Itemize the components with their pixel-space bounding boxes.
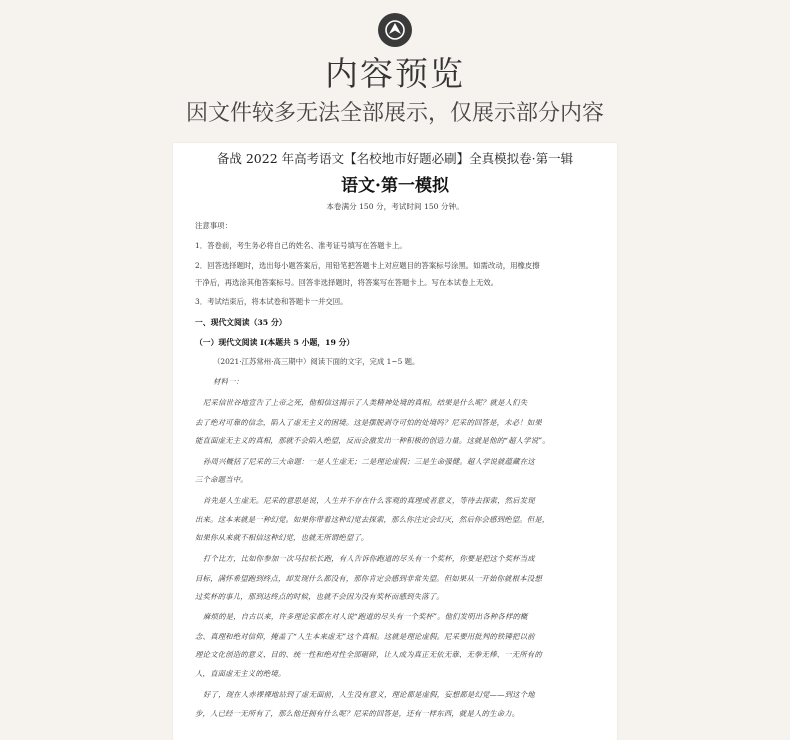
doc-line: 好了，现在人赤裸裸地站到了虚无面前，人生没有意义，理论都是虚假，妄想都是幻觉——到这个地 <box>203 690 535 699</box>
doc-line: 如果你从来就不相信这种幻觉，也就无所谓绝望了。 <box>195 533 369 542</box>
document-preview <box>173 143 617 740</box>
doc-line: 麻烦的是，自古以来，许多理论家都在对人说“跑道的尽头有一个奖杯”。他们发明出各种各样的概 <box>203 612 528 621</box>
doc-line: 打个比方，比如你参加一次马拉松长跑，有人告诉你跑道的尽头有一个奖杯，你要是把这个奖杯当成 <box>203 554 535 563</box>
doc-line: 过奖杯的事儿，那到达终点的时候，也就不会因为没有奖杯而感到失落了。 <box>195 592 444 601</box>
doc-line: 去了绝对可靠的信念，陷入了虚无主义的困境。这是摆脱剥夺可怕的处境吗？尼采的回答是，未必！如果 <box>195 418 542 427</box>
doc-line: 目标，满怀希望跑到终点，却发现什么都没有，那你肯定会感到非常失望。但如果从一开始你就根本没想 <box>195 574 542 583</box>
doc-line: 2．回答选择题时，选出每小题答案后，用铅笔把答题卡上对应题目的答案标号涂黑。如需改动，用橡皮擦 <box>195 261 540 270</box>
doc-line: 材料一： <box>213 377 244 386</box>
doc-line: 能直面虚无主义的真相，那就不会陷入绝望，反而会激发出一种积极的创造力量。这就是他的“超人学说”。 <box>195 436 550 445</box>
doc-line: 干净后，再选涂其他答案标号。回答非选择题时，将答案写在答题卡上。写在本试卷上无效。 <box>195 278 499 287</box>
logo-icon <box>378 13 412 47</box>
doc-line: 出来。这本来就是一种幻觉。如果你带着这种幻觉去探索，那么你注定会幻灭，然后你会感到绝望。但是， <box>195 515 550 524</box>
document-title: 语文·第一模拟 <box>341 176 449 196</box>
doc-line: 3．考试结束后，将本试卷和答题卡一并交回。 <box>195 297 348 306</box>
doc-line: 1．答卷前，考生务必将自己的姓名、准考证号填写在答题卡上。 <box>195 241 407 250</box>
doc-line: 尼采信世谷地宣告了上帝之死，他相信这揭示了人类精神处境的真相。结果是什么呢？就是人们失 <box>203 398 528 407</box>
doc-line: 人，直面虚无主义的绝境。 <box>195 669 286 678</box>
doc-line: 念、真理和绝对信仰，掩盖了“人生本来虚无”这个真相。这就是理论虚假。尼采要用批判的铁锤把以前 <box>195 632 535 641</box>
doc-line: 三个命题当中。 <box>195 475 248 484</box>
subsection-heading: （一）现代文阅读 I(本题共 5 小题，19 分） <box>195 338 355 347</box>
doc-line: 孙周兴概括了尼采的三大命题：一是人生虚无；二是理论虚假；三是生命强健。超人学说就蕴藏在这 <box>203 457 535 466</box>
doc-line: 理论文化创造的意义、目的、统一性和绝对性全部砸碎，让人成为真正无依无靠、无拳无棒、一无所有的 <box>195 650 542 659</box>
doc-line: 步，人已经一无所有了，那么他还拥有什么呢？尼采的回答是，还有一样东西，就是人的生命力。 <box>195 709 520 718</box>
doc-line: 注意事项： <box>195 221 232 230</box>
doc-line: （2021·江苏常州·高三期中）阅读下面的文字，完成 1~5 题。 <box>213 357 420 366</box>
page-title: 内容预览 <box>325 54 465 93</box>
section-heading: 一、现代文阅读（35 分） <box>195 318 287 327</box>
doc-line: 首先是人生虚无。尼采的意思是说，人生并不存在什么客观的真理或者意义，等待去探索，然后发现 <box>203 496 535 505</box>
document-header: 备战 2022 年高考语文【名校地市好题必刷】全真模拟卷·第一辑 <box>216 151 574 166</box>
page-subtitle: 因文件较多无法全部展示，仅展示部分内容 <box>185 101 604 126</box>
document-meta: 本卷满分 150 分，考试时间 150 分钟。 <box>326 202 464 211</box>
chevron-up-circle-icon <box>384 19 406 41</box>
